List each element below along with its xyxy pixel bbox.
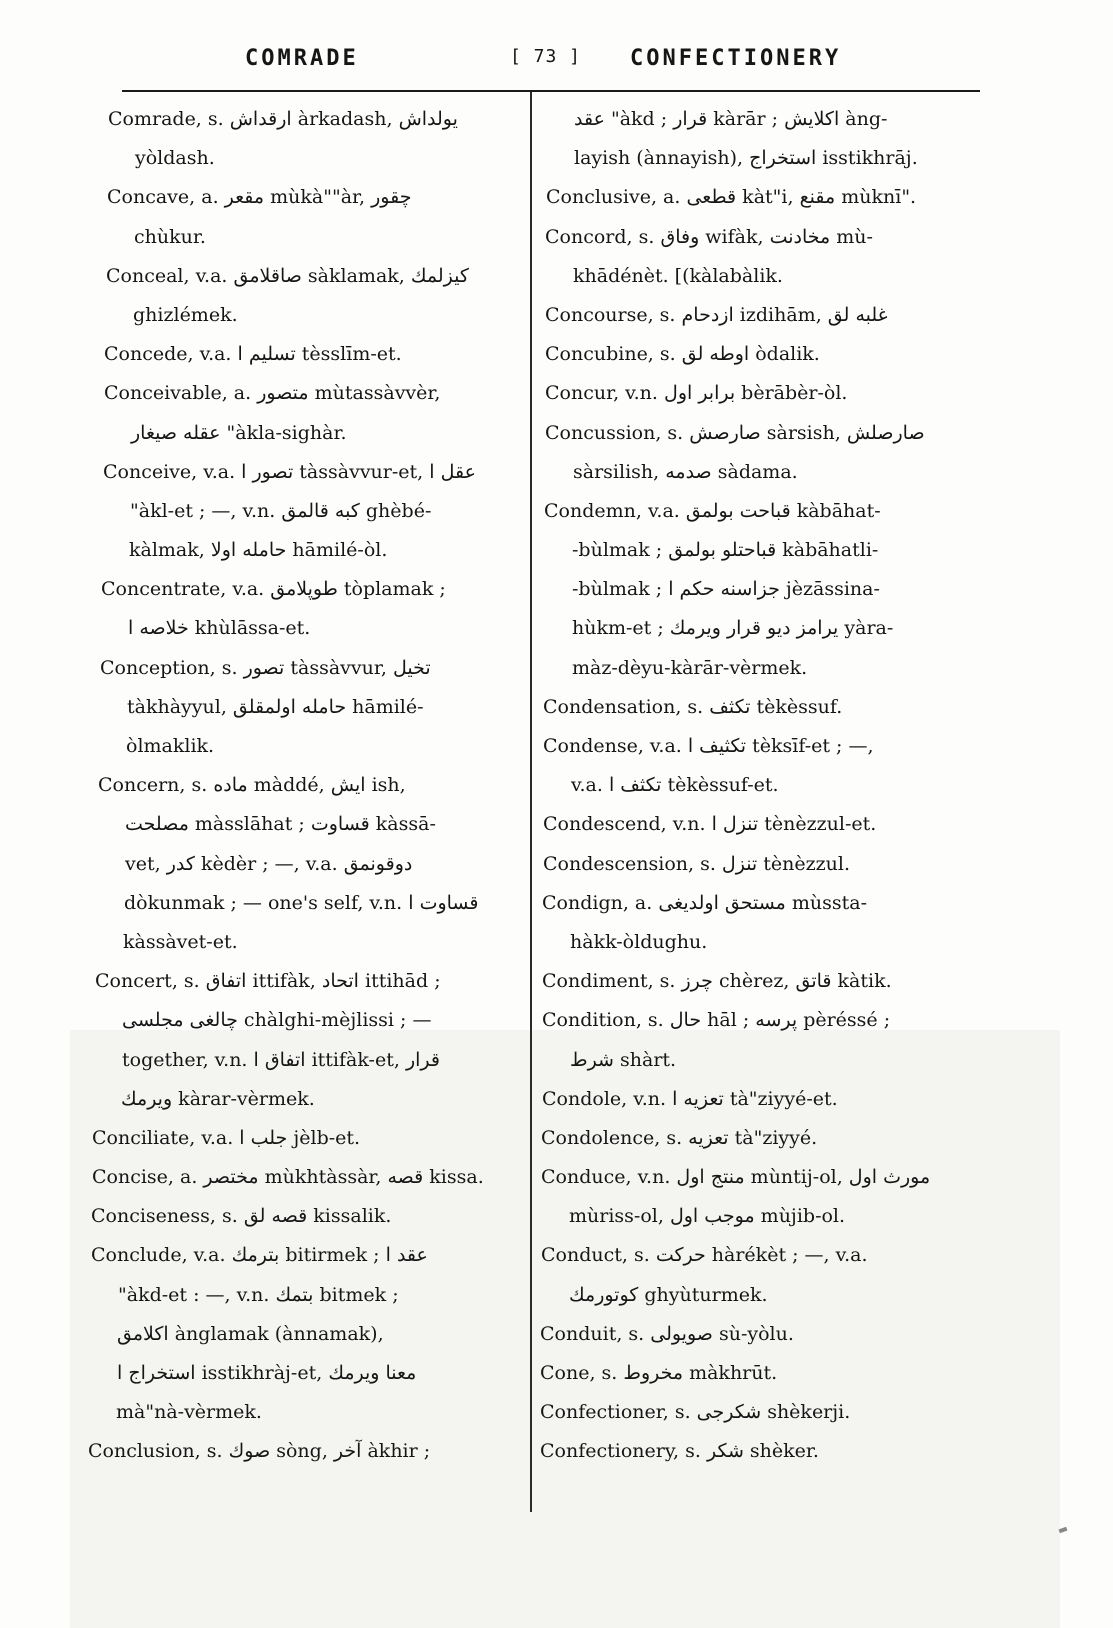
dictionary-entry-line: Condiment, s. چرز chèrez, قاتق kàtik. bbox=[542, 970, 892, 993]
entry-continuation-line: hàkk-òldughu. bbox=[570, 930, 708, 953]
dictionary-entry-line: Conclude, v.a. بترمك bitirmek ; عقد ا bbox=[91, 1244, 428, 1267]
page-number: [ 73 ] bbox=[510, 46, 582, 67]
dictionary-entry-line: Conclusive, a. قطعی kàt"i, مقنع mùknī". bbox=[546, 186, 917, 209]
dictionary-entry-line: Concussion, s. صارصش sàrsish, صارصلش bbox=[545, 421, 925, 444]
entry-continuation-line: dòkunmak ; — one's self, v.n. قساوت ا bbox=[124, 891, 479, 914]
dictionary-entry-line: Conduit, s. صويولی sù-yòlu. bbox=[540, 1322, 794, 1345]
dictionary-entry-line: Condition, s. حال hāl ; پرسه pèréssé ; bbox=[542, 1009, 891, 1032]
dictionary-entry-line: Conceal, v.a. صاقلامق sàklamak, كيزلمك bbox=[106, 264, 469, 287]
dictionary-entry-line: Concert, s. اتفاق ittifàk, اتحاد ittihād ; bbox=[95, 970, 441, 993]
entry-continuation-line: ghizlémek. bbox=[133, 303, 238, 326]
column-divider bbox=[530, 92, 532, 1512]
left-column bbox=[88, 100, 520, 1472]
dictionary-entry-line: Concave, a. مقعر mùkà""àr, چقور bbox=[107, 186, 412, 209]
dictionary-entry-line: Conciseness, s. قصه لق kissalik. bbox=[91, 1205, 392, 1228]
entry-continuation-line: hùkm-et ; يرامز ديو قرار ويرمك yàra- bbox=[572, 617, 894, 640]
entry-continuation-line: "àkl-et ; —, v.n. كبه قالمق ghèbé- bbox=[130, 499, 432, 522]
dictionary-entry-line: Condemn, v.a. قباحت بولمق kàbāhat- bbox=[544, 499, 881, 522]
entry-continuation-line: عقد "àkd ; قرار kàrār ; اكلايش àng- bbox=[574, 108, 888, 130]
entry-continuation-line: چالغی مجلسی chàlghi-mèjlissi ; — bbox=[122, 1009, 432, 1032]
entry-continuation-line: kàssàvet-et. bbox=[123, 930, 238, 953]
dictionary-entry-line: Confectionery, s. شكر shèker. bbox=[540, 1440, 819, 1463]
entry-continuation-line: sàrsilish, صدمه sàdama. bbox=[573, 460, 798, 483]
entry-continuation-line: tàkhàyyul, حامله اولمقلق hāmilé- bbox=[127, 695, 424, 718]
dictionary-entry-line: Condole, v.n. تعزيه ا tà"ziyyé-et. bbox=[542, 1087, 838, 1110]
entry-continuation-line: khādénèt. [(kàlabàlik. bbox=[573, 264, 783, 287]
dictionary-entry-line: Concentrate, v.a. طوپلامق tòplamak ; bbox=[101, 578, 446, 601]
dictionary-entry-line: Concord, s. وفاق wifàk, مخادنت mù- bbox=[545, 225, 873, 248]
dictionary-entry-line: Conclusion, s. صوك sòng, آخر àkhir ; bbox=[88, 1440, 431, 1463]
entry-continuation-line: "àkd-et : —, v.n. بتمك bitmek ; bbox=[118, 1283, 399, 1306]
dictionary-entry-line: Conceivable, a. متصور mùtassàvvèr, bbox=[104, 382, 441, 405]
entry-continuation-line: شرط shàrt. bbox=[570, 1048, 677, 1071]
header-left-word: COMRADE bbox=[245, 46, 359, 71]
entry-continuation-line: عقله صيغار "àkla-sighàr. bbox=[131, 421, 347, 444]
dictionary-entry-line: Comrade, s. ارقداش àrkadash, يولداش bbox=[108, 108, 458, 130]
entry-continuation-line: مصلحت màsslāhat ; قساوت kàssā- bbox=[125, 813, 436, 836]
entry-continuation-line: vet, كدر kèdèr ; —, v.a. دوقونمق bbox=[125, 852, 413, 875]
header-rule bbox=[122, 90, 980, 92]
entry-continuation-line: mà"nà-vèrmek. bbox=[116, 1401, 262, 1424]
entry-continuation-line: -bùlmak ; جزاسنه حكم ا jèzāssina- bbox=[572, 578, 880, 601]
dictionary-entry-line: Concern, s. ماده màddé, ايش ish, bbox=[98, 774, 406, 797]
entry-continuation-line: v.a. تكثف ا tèkèssuf-et. bbox=[571, 774, 779, 797]
right-column bbox=[540, 100, 970, 1472]
dictionary-entry-line: Concourse, s. ازدحام izdihām, غلبه لق bbox=[545, 303, 888, 326]
dictionary-entry-line: Condign, a. مستحق اولديغی mùssta- bbox=[542, 891, 868, 914]
dictionary-entry-line: Conduct, s. حركت hàrékèt ; —, v.a. bbox=[541, 1244, 868, 1267]
dictionary-entry-line: Conceive, v.a. تصور ا tàssàvvur-et, عقل ا bbox=[103, 460, 476, 483]
entry-continuation-line: kàlmak, حامله اولا hāmilé-òl. bbox=[129, 539, 388, 562]
entry-continuation-line: together, v.n. اتفاق ا ittifàk-et, قرار bbox=[122, 1048, 440, 1071]
page-header bbox=[0, 42, 1113, 82]
dictionary-entry-line: Confectioner, s. شكرجی shèkerji. bbox=[540, 1401, 851, 1424]
entry-continuation-line: كوتورمك ghyùturmek. bbox=[569, 1283, 768, 1306]
dictionary-entry-line: Condensation, s. تكثف tèkèssuf. bbox=[543, 695, 843, 718]
entry-continuation-line: اكلامق ànglamak (ànnamak), bbox=[117, 1322, 384, 1345]
dictionary-entry-line: Condescension, s. تنزل tènèzzul. bbox=[543, 852, 850, 875]
dictionary-entry-line: Conciliate, v.a. جلب ا jèlb-et. bbox=[92, 1126, 361, 1149]
dictionary-entry-line: Conduce, v.n. منتج اول mùntij-ol, مورث اول bbox=[541, 1166, 931, 1189]
dictionary-entry-line: Conception, s. تصور tàssàvvur, تخيل bbox=[100, 656, 431, 679]
entry-continuation-line: ويرمك kàrar-vèrmek. bbox=[121, 1087, 315, 1110]
dictionary-entry-line: Concise, a. مختصر mùkhtàssàr, قصه kissa. bbox=[92, 1166, 484, 1189]
entry-continuation-line: layish (ànnayish), استخراج isstikhrāj. bbox=[574, 147, 918, 170]
entry-continuation-line: mùriss-ol, موجب اول mùjib-ol. bbox=[569, 1205, 846, 1228]
dictionary-entry-line: Condense, v.a. تكثيف ا tèksīf-et ; —, bbox=[543, 735, 874, 757]
entry-continuation-line: خلاصه ا khùlāssa-et. bbox=[128, 617, 311, 640]
entry-continuation-line: chùkur. bbox=[134, 225, 206, 248]
entry-continuation-line: استخراج ا isstikhràj-et, معنا ويرمك bbox=[117, 1362, 417, 1384]
scan-mark bbox=[1059, 1527, 1068, 1533]
entry-continuation-line: màz-dèyu-kàrār-vèrmek. bbox=[572, 656, 808, 679]
dictionary-entry-line: Concur, v.n. برابر اول bèrābèr-òl. bbox=[545, 382, 848, 405]
entry-continuation-line: yòldash. bbox=[135, 147, 215, 170]
header-right-word: CONFECTIONERY bbox=[630, 46, 842, 71]
dictionary-entry-line: Concede, v.a. تسليم ا tèsslīm-et. bbox=[104, 343, 402, 366]
dictionary-entry-line: Condolence, s. تعزيه tà"ziyyé. bbox=[541, 1126, 818, 1149]
entry-continuation-line: -bùlmak ; قباحتلو بولمق kàbāhatli- bbox=[572, 539, 879, 562]
dictionary-entry-line: Cone, s. مخروط màkhrūt. bbox=[540, 1362, 778, 1384]
dictionary-entry-line: Concubine, s. اوطه لق òdalik. bbox=[545, 343, 820, 366]
dictionary-entry-line: Condescend, v.n. تنزل ا tènèzzul-et. bbox=[543, 813, 877, 836]
entry-continuation-line: òlmaklik. bbox=[126, 735, 215, 757]
